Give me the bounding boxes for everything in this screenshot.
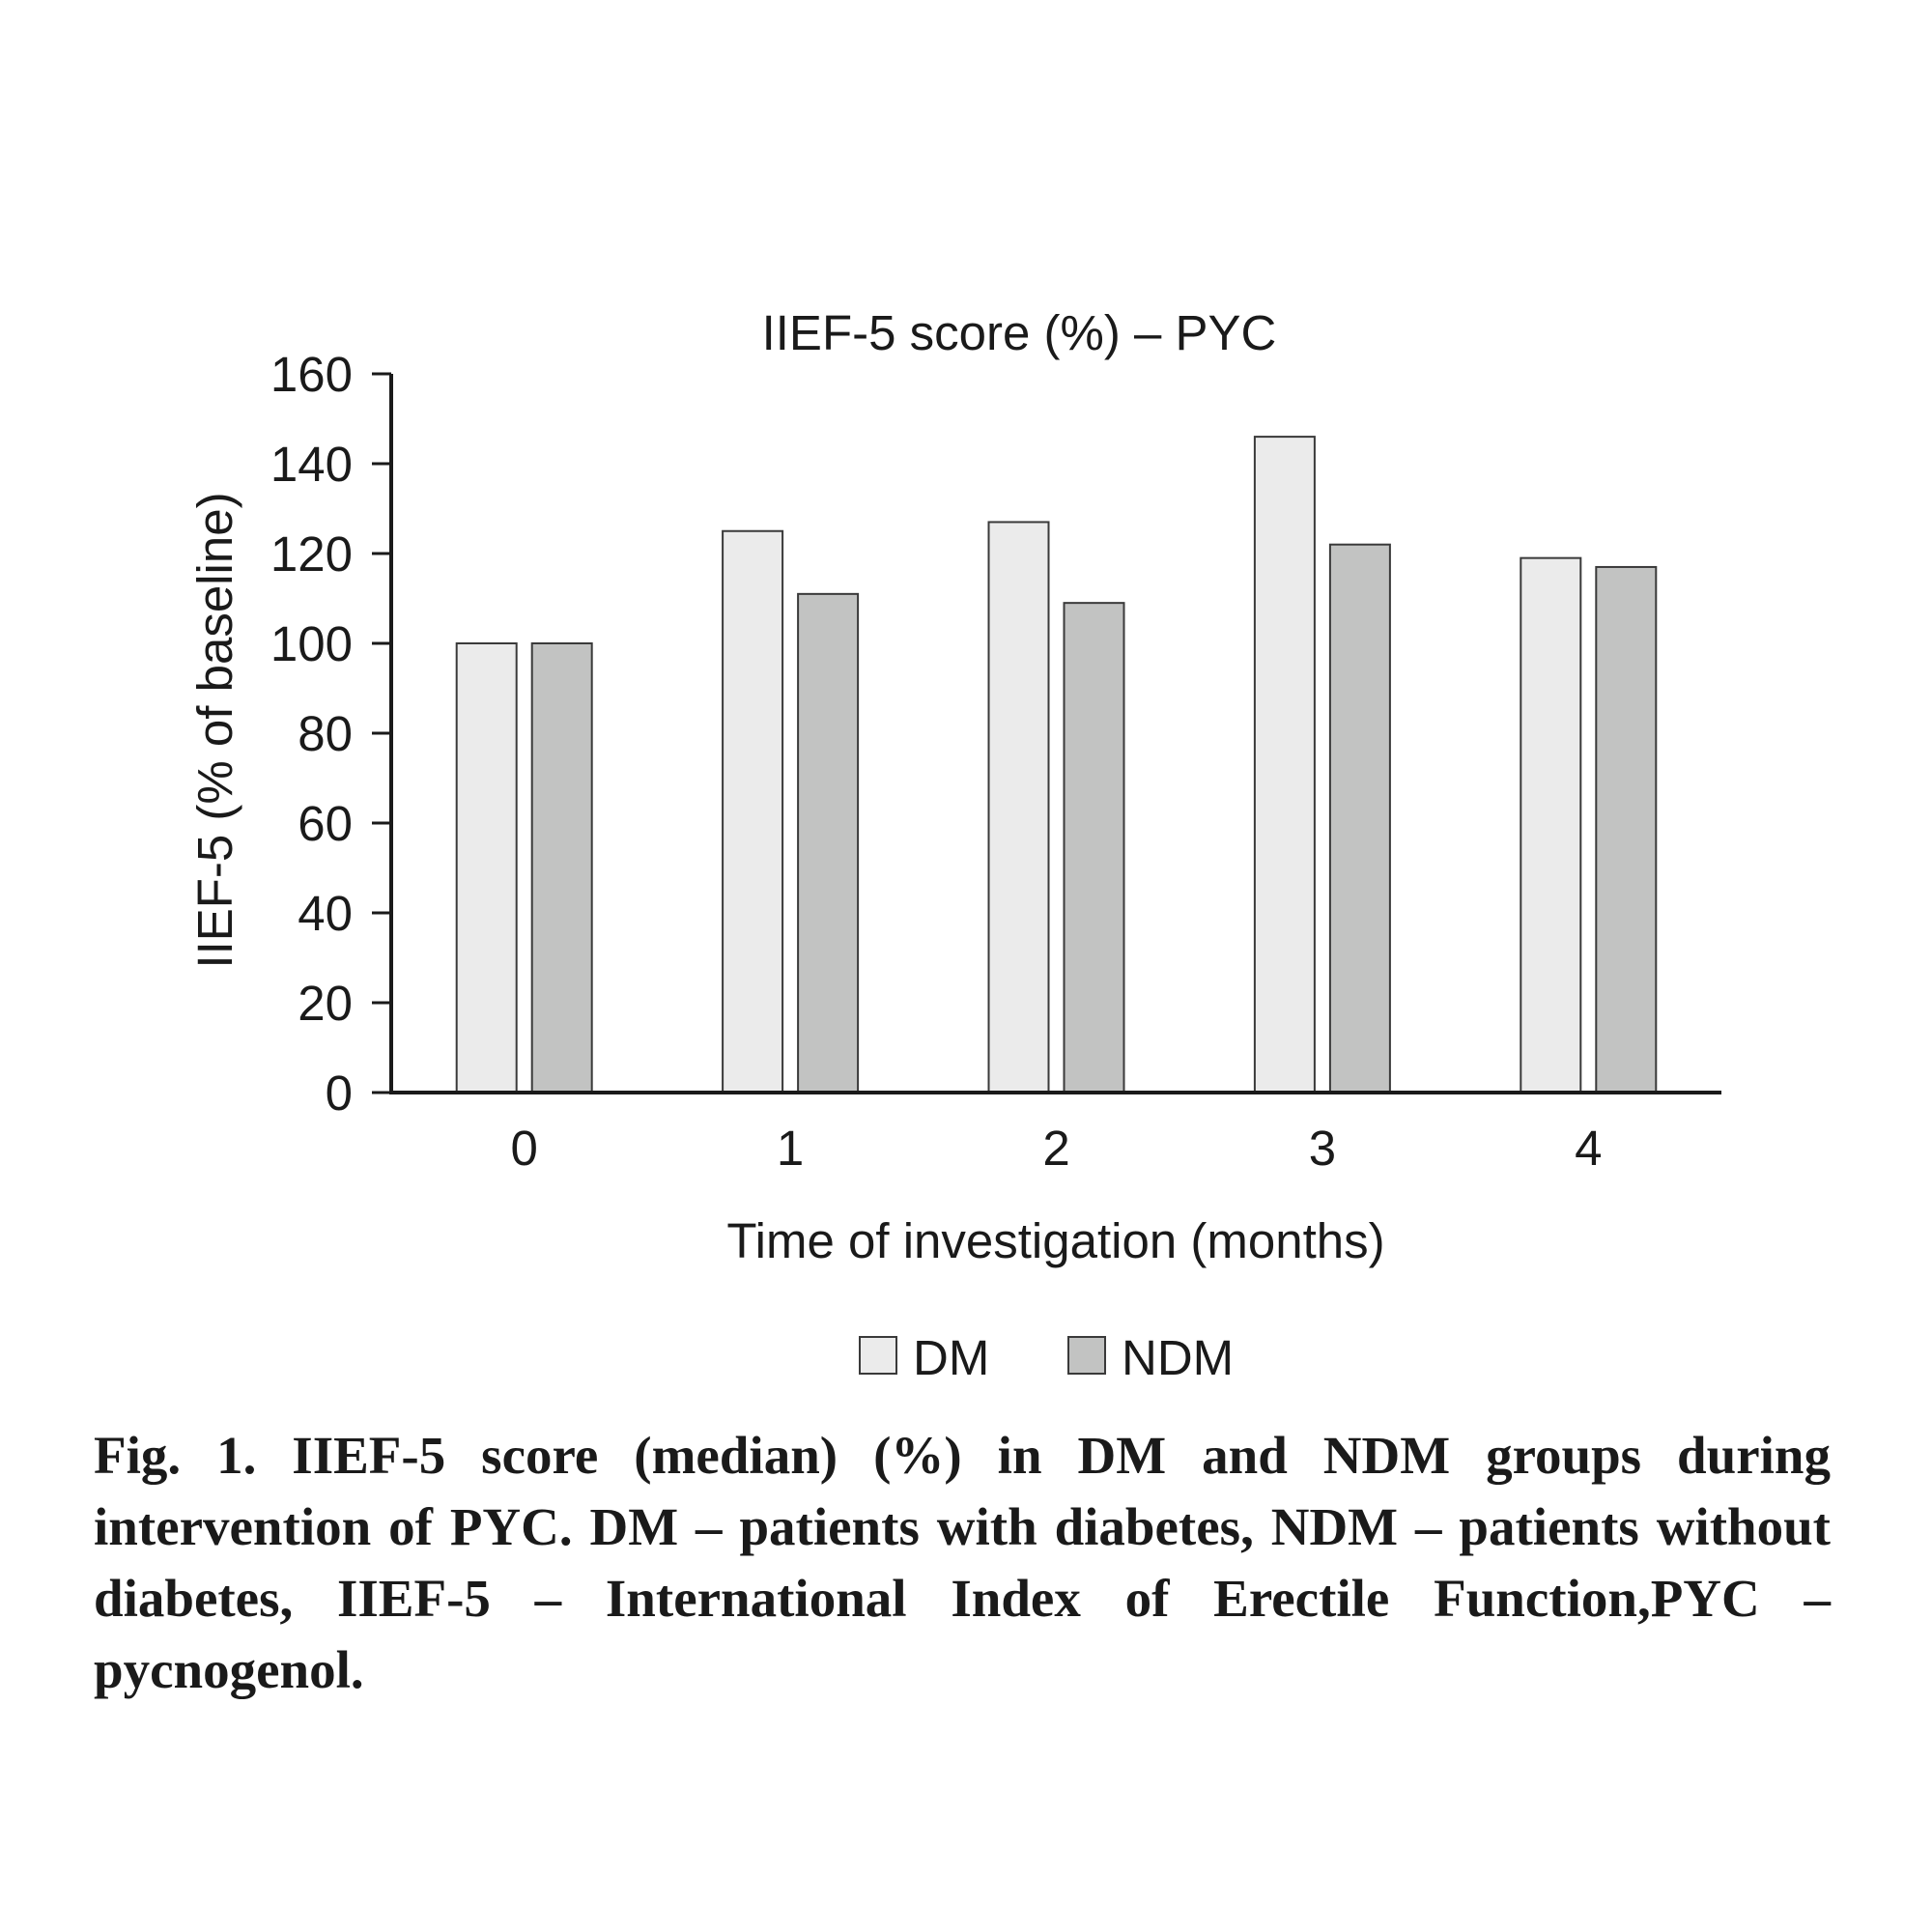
bar-ndm-4	[1596, 567, 1656, 1093]
x-tick-label: 1	[776, 1121, 805, 1176]
y-tick-label: 120	[270, 526, 353, 582]
y-tick-label: 80	[298, 706, 353, 761]
y-tick-label: 60	[298, 796, 353, 851]
bar-dm-3	[1255, 437, 1315, 1093]
y-tick-label: 140	[270, 437, 353, 492]
chart-title: IIEF-5 score (%) – PYC	[761, 305, 1277, 360]
figure-caption: Fig. 1. IIEF-5 score (median) (%) in DM and NDM groups during intervention of PYC. DM – patients with diabetes, NDM – patients without diabetes, IIEF-5 – International Index of Erectile Function,PYC –pycnogenol.	[94, 1426, 1831, 1699]
bars	[457, 437, 1657, 1093]
bar-ndm-0	[532, 643, 592, 1093]
bar-dm-1	[723, 531, 782, 1093]
y-tick-label: 160	[270, 347, 353, 402]
bar-ndm-2	[1065, 603, 1124, 1093]
x-axis-ticks	[511, 1121, 1603, 1176]
x-tick-label: 4	[1575, 1121, 1603, 1176]
x-axis-label: Time of investigation (months)	[726, 1213, 1385, 1268]
bar-ndm-1	[798, 594, 858, 1093]
x-tick-label: 0	[510, 1121, 538, 1176]
bar-dm-0	[457, 643, 517, 1093]
legend-label-dm: DM	[913, 1330, 990, 1385]
legend-swatch-ndm	[1068, 1337, 1105, 1374]
y-axis-label: IIEF-5 (% of baseline)	[187, 492, 242, 969]
x-tick-label: 3	[1308, 1121, 1337, 1176]
y-axis-ticks	[270, 347, 391, 1121]
y-tick-label: 0	[325, 1065, 353, 1121]
legend	[860, 1330, 1234, 1385]
y-tick-label: 100	[270, 616, 353, 671]
legend-swatch-dm	[860, 1337, 896, 1374]
bar-dm-4	[1520, 558, 1580, 1093]
bar-ndm-3	[1330, 545, 1390, 1093]
y-tick-label: 40	[298, 886, 353, 941]
x-tick-label: 2	[1042, 1121, 1070, 1176]
y-tick-label: 20	[298, 976, 353, 1031]
legend-label-ndm: NDM	[1122, 1330, 1235, 1385]
bar-dm-2	[989, 522, 1049, 1093]
